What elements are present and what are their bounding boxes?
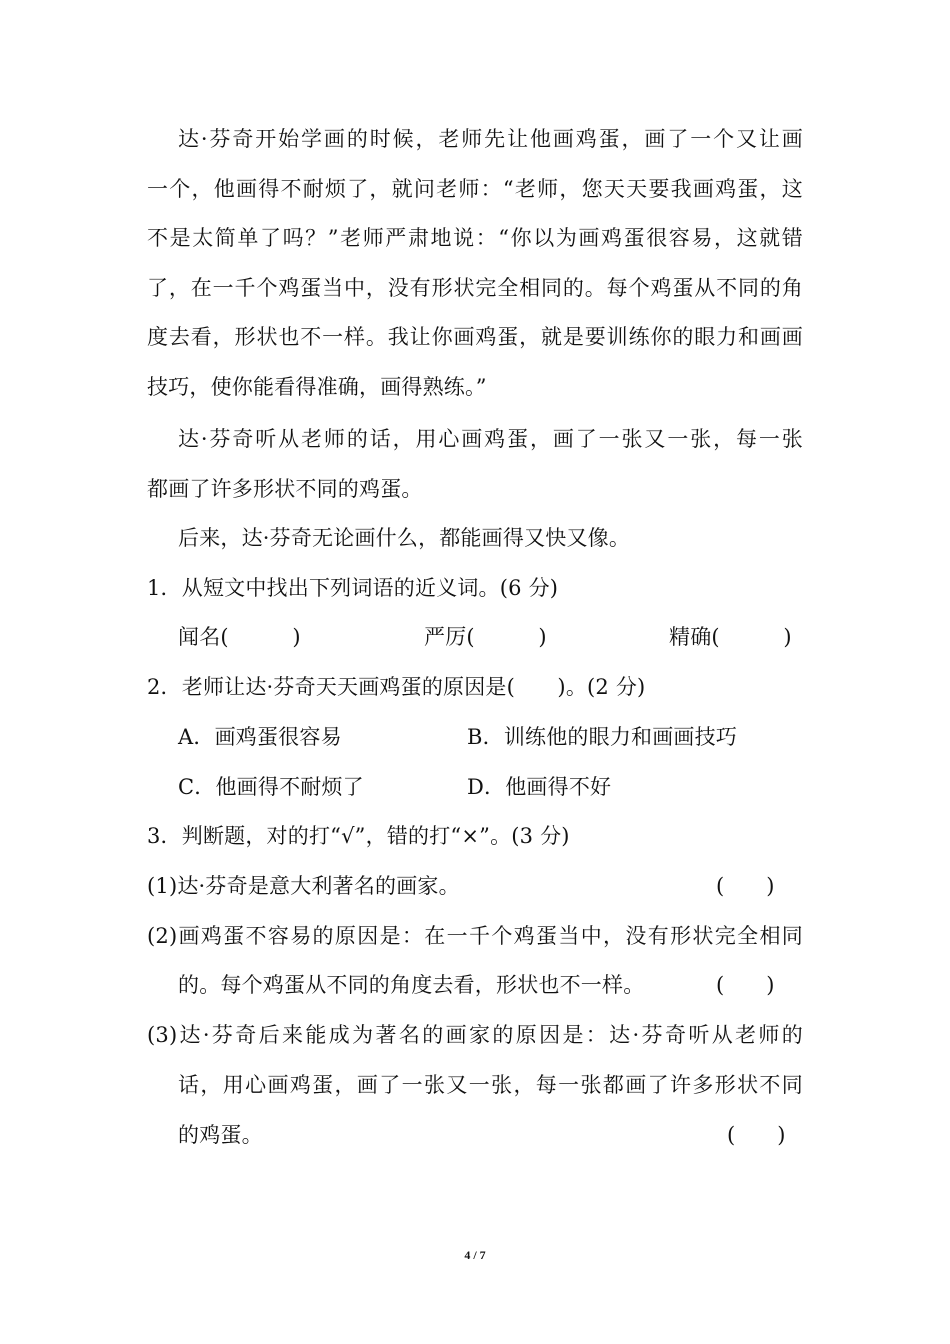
question-2-option-a[interactable]: A．画鸡蛋很容易	[178, 725, 342, 749]
text-line: 达·芬奇开始学画的时候，老师先让他画鸡蛋，画了一个又让画	[178, 127, 803, 151]
question-3-stem: 3．判断题，对的打“√”，错的打“×”。(3 分)	[147, 824, 570, 848]
question-3-statement-3-line-1: (3)达·芬奇后来能成为著名的画家的原因是：达·芬奇听从老师的	[147, 1023, 803, 1047]
text-line: 度去看，形状也不一样。我让你画鸡蛋，就是要训练你的眼力和画画	[147, 325, 803, 349]
question-3-statement-3-line-2: 话，用心画鸡蛋，画了一张又一张，每一张都画了许多形状不同	[178, 1073, 803, 1097]
question-2-option-d[interactable]: D．他画得不好	[467, 775, 612, 799]
question-1-stem: 1．从短文中找出下列词语的近义词。(6 分)	[147, 576, 559, 600]
question-3-statement-1: (1)达·芬奇是意大利著名的画家。	[147, 874, 460, 898]
text-line: 技巧，使你能看得准确，画得熟练。”	[147, 375, 487, 399]
answer-blank-2[interactable]: ( )	[716, 973, 775, 997]
question-3-statement-3-line-3: 的鸡蛋。	[178, 1123, 263, 1147]
text-line: 达·芬奇听从老师的话，用心画鸡蛋，画了一张又一张，每一张	[178, 427, 803, 451]
question-2-option-c[interactable]: C．他画得不耐烦了	[178, 775, 364, 799]
answer-blank-3[interactable]: ( )	[727, 1123, 786, 1147]
question-1-item-3[interactable]: 精确( )	[669, 625, 792, 649]
question-3-statement-2-line-2: 的。每个鸡蛋从不同的角度去看，形状也不一样。	[178, 973, 645, 997]
answer-blank-1[interactable]: ( )	[716, 874, 775, 898]
page-number: 4 / 7	[464, 1248, 486, 1262]
passage-paragraph-3: 后来，达·芬奇无论画什么，都能画得又快又像。	[178, 526, 631, 550]
text-line: 都画了许多形状不同的鸡蛋。	[147, 477, 423, 501]
question-1-item-1[interactable]: 闻名( )	[178, 625, 301, 649]
text-line: 一个，他画得不耐烦了，就问老师：“老师，您天天要我画鸡蛋，这	[147, 177, 803, 201]
text-line: 了，在一千个鸡蛋当中，没有形状完全相同的。每个鸡蛋从不同的角	[147, 276, 803, 300]
question-2-stem: 2．老师让达·芬奇天天画鸡蛋的原因是( )。(2 分)	[147, 675, 646, 699]
question-2-option-b[interactable]: B．训练他的眼力和画画技巧	[467, 725, 738, 749]
question-3-statement-2-line-1: (2)画鸡蛋不容易的原因是：在一千个鸡蛋当中，没有形状完全相同	[147, 924, 803, 948]
question-1-item-2[interactable]: 严厉( )	[424, 625, 547, 649]
text-line: 不是太简单了吗？”老师严肃地说：“你以为画鸡蛋很容易，这就错	[147, 226, 803, 250]
